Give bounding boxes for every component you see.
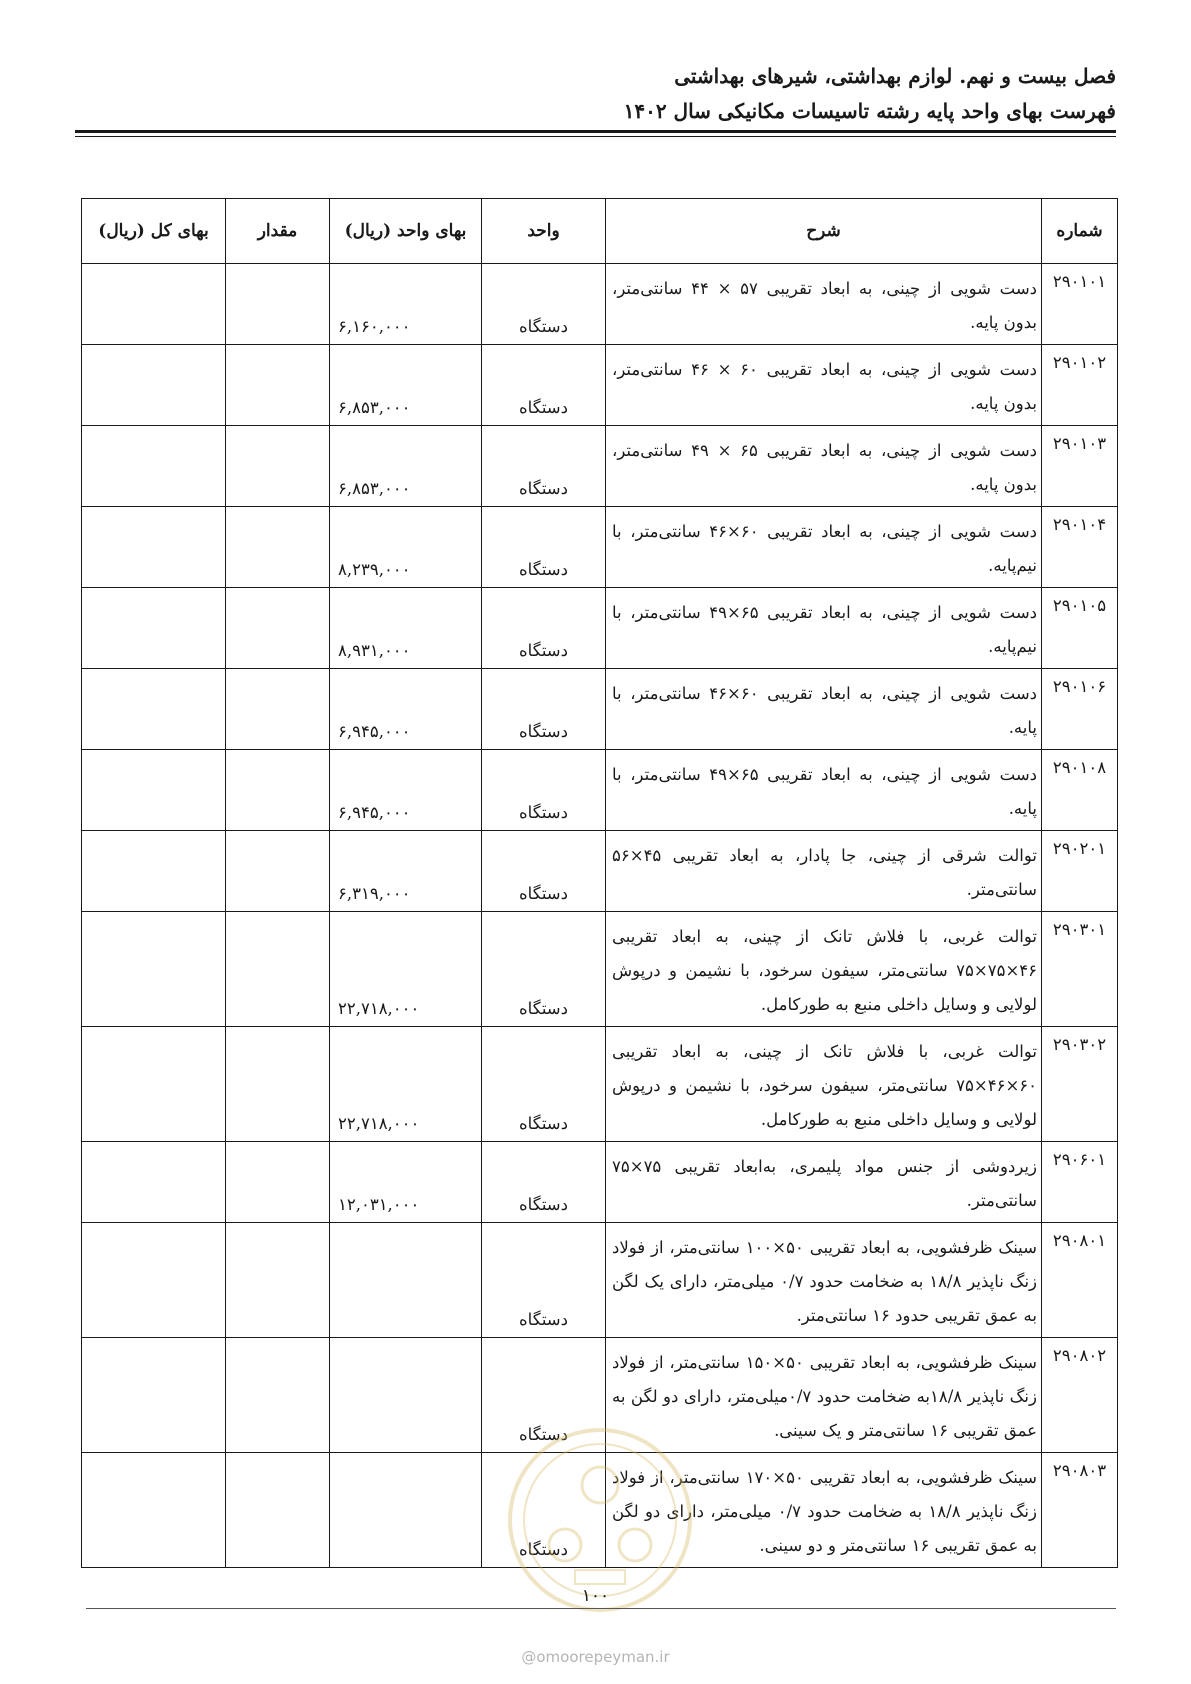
row-description: سینک ظرفشویی، به ابعاد تقریبی ۵۰×۱۰۰ سانتی‌متر، از فولاد زنگ ناپذیر ۱۸/۸ به ضخامت حدود ۰/۷ میلی‌متر، دارای یک لگن به عمق تقریبی حدود ۱۶ سانتی‌متر.: [606, 1223, 1042, 1338]
row-quantity: [226, 345, 330, 426]
row-number: ۲۹۰۳۰۲: [1042, 1027, 1118, 1142]
row-unit-price: [330, 1338, 482, 1453]
row-number: ۲۹۰۸۰۲: [1042, 1338, 1118, 1453]
table-row: [82, 426, 1118, 507]
row-number: ۲۹۰۱۰۴: [1042, 507, 1118, 588]
row-unit: دستگاه: [482, 669, 606, 750]
site-watermark: @omoorepeyman.ir: [521, 1648, 670, 1666]
row-unit: دستگاه: [482, 750, 606, 831]
row-unit: دستگاه: [482, 588, 606, 669]
chapter-title: فصل بیست و نهم. لوازم بهداشتی، شیرهای بهداشتی: [674, 64, 1116, 88]
row-number: ۲۹۰۱۰۸: [1042, 750, 1118, 831]
table-row: [82, 1142, 1118, 1223]
row-unit: دستگاه: [482, 912, 606, 1027]
table-row: [82, 345, 1118, 426]
price-table: [81, 198, 1118, 1568]
row-description: توالت شرقی از چینی، جا پادار، به ابعاد تقریبی ۴۵×۵۶ سانتی‌متر.: [606, 831, 1042, 912]
row-description: دست شویی از چینی، به ابعاد تقریبی ۶۵×۴۹ سانتی‌متر، با پایه.: [606, 750, 1042, 831]
row-total-price: [82, 1223, 226, 1338]
row-number: ۲۹۰۱۰۲: [1042, 345, 1118, 426]
row-description: دست شویی از چینی، به ابعاد تقریبی ۶۵×۴۹ سانتی‌متر، با نیم‌پایه.: [606, 588, 1042, 669]
row-description: سینک ظرفشویی، به ابعاد تقریبی ۵۰×۱۷۰ سانتی‌متر، از فولاد زنگ ناپذیر ۱۸/۸ به ضخامت حدود ۰/۷ میلی‌متر، دارای دو لگن به عمق تقریبی ۱۶ سانتی‌متر و دو سینی.: [606, 1453, 1042, 1568]
row-description: دست شویی از چینی، به ابعاد تقریبی ۶۵ × ۴۹ سانتی‌متر، بدون پایه.: [606, 426, 1042, 507]
row-total-price: [82, 345, 226, 426]
row-quantity: [226, 1223, 330, 1338]
row-number: ۲۹۰۲۰۱: [1042, 831, 1118, 912]
row-total-price: [82, 588, 226, 669]
row-quantity: [226, 1027, 330, 1142]
row-number: ۲۹۰۱۰۶: [1042, 669, 1118, 750]
row-quantity: [226, 1142, 330, 1223]
header-unit-price: بهای واحد (ریال): [330, 199, 482, 264]
row-number: ۲۹۰۸۰۳: [1042, 1453, 1118, 1568]
row-quantity: [226, 264, 330, 345]
row-quantity: [226, 507, 330, 588]
row-description: دست شویی از چینی، به ابعاد تقریبی ۶۰×۴۶ سانتی‌متر، با پایه.: [606, 669, 1042, 750]
table-row: [82, 588, 1118, 669]
row-quantity: [226, 912, 330, 1027]
row-total-price: [82, 1453, 226, 1568]
row-unit-price: ۱۲,۰۳۱,۰۰۰: [330, 1142, 482, 1223]
row-unit: دستگاه: [482, 507, 606, 588]
row-total-price: [82, 426, 226, 507]
header-description: شرح: [606, 199, 1042, 264]
row-number: ۲۹۰۱۰۳: [1042, 426, 1118, 507]
table-row: [82, 831, 1118, 912]
row-quantity: [226, 426, 330, 507]
table-header-row: [82, 199, 1118, 264]
row-description: توالت غربی، با فلاش تانک از چینی، به ابعاد تقریبی ۴۶×۷۵×۷۵ سانتی‌متر، سیفون سرخود، با نشیمن و درپوش لولایی و وسایل داخلی منبع به طورکامل.: [606, 912, 1042, 1027]
row-quantity: [226, 1453, 330, 1568]
header-rule-thin: [75, 136, 1116, 137]
row-description: دست شویی از چینی، به ابعاد تقریبی ۶۰×۴۶ سانتی‌متر، با نیم‌پایه.: [606, 507, 1042, 588]
table-row: [82, 507, 1118, 588]
table-row: [82, 669, 1118, 750]
header-total-price: بهای کل (ریال): [82, 199, 226, 264]
row-number: ۲۹۰۳۰۱: [1042, 912, 1118, 1027]
table-row: [82, 912, 1118, 1027]
row-total-price: [82, 669, 226, 750]
row-total-price: [82, 507, 226, 588]
row-total-price: [82, 831, 226, 912]
header-rule-thick: [75, 130, 1116, 133]
header-unit: واحد: [482, 199, 606, 264]
row-unit: دستگاه: [482, 1338, 606, 1453]
footer-rule: [86, 1608, 1116, 1609]
row-unit-price: ۲۲,۷۱۸,۰۰۰: [330, 1027, 482, 1142]
row-unit-price: ۶,۹۴۵,۰۰۰: [330, 750, 482, 831]
row-unit-price: ۶,۹۴۵,۰۰۰: [330, 669, 482, 750]
row-total-price: [82, 264, 226, 345]
row-quantity: [226, 1338, 330, 1453]
header-number: شماره: [1042, 199, 1118, 264]
row-unit-price: [330, 1453, 482, 1568]
row-number: ۲۹۰۸۰۱: [1042, 1223, 1118, 1338]
row-description: دست شویی از چینی، به ابعاد تقریبی ۶۰ × ۴۶ سانتی‌متر، بدون پایه.: [606, 345, 1042, 426]
row-number: ۲۹۰۱۰۱: [1042, 264, 1118, 345]
row-unit: دستگاه: [482, 1027, 606, 1142]
document-title: فهرست بهای واحد پایه رشته تاسیسات مکانیکی سال ۱۴۰۲: [623, 99, 1116, 123]
row-unit-price: [330, 1223, 482, 1338]
table-row: [82, 1223, 1118, 1338]
header-quantity: مقدار: [226, 199, 330, 264]
row-quantity: [226, 669, 330, 750]
row-unit-price: ۸,۲۳۹,۰۰۰: [330, 507, 482, 588]
row-unit: دستگاه: [482, 1453, 606, 1568]
table-row: [82, 1027, 1118, 1142]
row-description: زیردوشی از جنس مواد پلیمری، به‌ابعاد تقریبی ۷۵×۷۵ سانتی‌متر.: [606, 1142, 1042, 1223]
row-description: دست شویی از چینی، به ابعاد تقریبی ۵۷ × ۴۴ سانتی‌متر، بدون پایه.: [606, 264, 1042, 345]
row-total-price: [82, 912, 226, 1027]
row-unit-price: ۶,۸۵۳,۰۰۰: [330, 345, 482, 426]
row-description: سینک ظرفشویی، به ابعاد تقریبی ۵۰×۱۵۰ سانتی‌متر، از فولاد زنگ ناپذیر ۱۸/۸به ضخامت حدود ۰/۷میلی‌متر، دارای دو لگن به عمق تقریبی ۱۶ سانتی‌متر و یک سینی.: [606, 1338, 1042, 1453]
row-unit: دستگاه: [482, 426, 606, 507]
row-unit-price: ۶,۳۱۹,۰۰۰: [330, 831, 482, 912]
page-header: [66, 58, 1116, 128]
row-total-price: [82, 1338, 226, 1453]
row-unit: دستگاه: [482, 1142, 606, 1223]
row-unit: دستگاه: [482, 831, 606, 912]
row-quantity: [226, 588, 330, 669]
row-quantity: [226, 831, 330, 912]
row-number: ۲۹۰۱۰۵: [1042, 588, 1118, 669]
table-row: [82, 264, 1118, 345]
table-row: [82, 750, 1118, 831]
row-quantity: [226, 750, 330, 831]
row-number: ۲۹۰۶۰۱: [1042, 1142, 1118, 1223]
row-unit-price: ۲۲,۷۱۸,۰۰۰: [330, 912, 482, 1027]
row-unit-price: ۶,۱۶۰,۰۰۰: [330, 264, 482, 345]
row-unit-price: ۸,۹۳۱,۰۰۰: [330, 588, 482, 669]
row-description: توالت غربی، با فلاش تانک از چینی، به ابعاد تقریبی ۶۰×۴۶×۷۵ سانتی‌متر، سیفون سرخود، با نشیمن و درپوش لولایی و وسایل داخلی منبع به طورکامل.: [606, 1027, 1042, 1142]
row-total-price: [82, 1027, 226, 1142]
row-total-price: [82, 1142, 226, 1223]
row-unit: دستگاه: [482, 264, 606, 345]
row-total-price: [82, 750, 226, 831]
row-unit: دستگاه: [482, 1223, 606, 1338]
row-unit: دستگاه: [482, 345, 606, 426]
page-number: ۱۰۰: [581, 1586, 610, 1606]
row-unit-price: ۶,۸۵۳,۰۰۰: [330, 426, 482, 507]
